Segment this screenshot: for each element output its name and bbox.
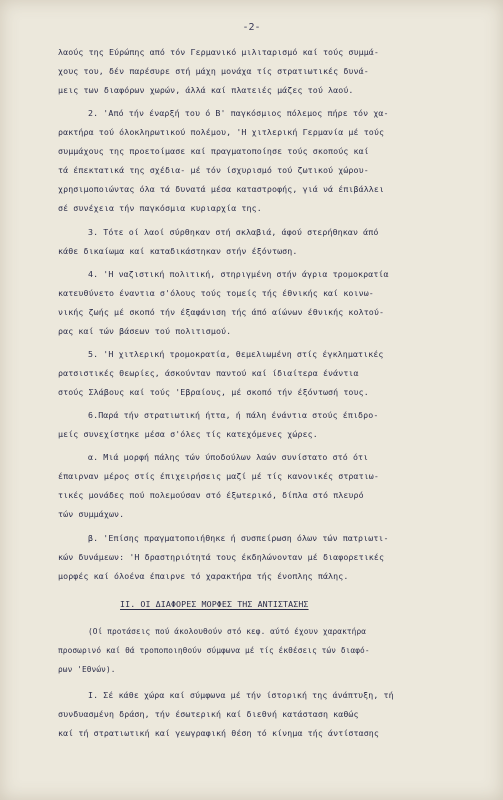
text-line: στούς Σλάβους καί τούς 'Εβραίους, μέ σκοπό τήν έξόντωσή τους.: [58, 387, 369, 397]
paragraph-i-line: I. Σέ κάθε χώρα καί σύμφωνα μέ τήν ίστορική της άνάπτυξη, τή: [88, 690, 394, 700]
text-line: κών δυνάμεων: 'Η δραστηριότητά τους έκδηλώνονταν μέ διαφορετικές: [58, 552, 385, 562]
note-line: προσωρινό καί θά τροποποιηθούν σύμφωνα μέ τίς έκθέσεις τών διαφό-: [58, 646, 370, 655]
paragraph-2-line: 2. 'Από τήν έναρξή του ό Β' παγκόσμιος πόλεμος πήρε τόν χα-: [88, 108, 389, 118]
text-line: έπαιρναν μέρος στίς έπιχειρήσεις μαζί μέ τίς κανονικές στρατιω-: [58, 471, 379, 481]
note-line: (Οί προτάσεις πού άκολουθούν στό κεφ. αύτό έχουν χαρακτήρα: [88, 627, 367, 636]
paragraph-b-line: β. 'Επίσης πραγματοποιήθηκε ή συσπείρωση όλων τών πατριωτι-: [88, 533, 389, 543]
text-line: συνδυασμένη δράση, τήν έσωτερική καί διεθνή κατάσταση καθώς: [58, 709, 359, 719]
page-number: -2-: [242, 22, 261, 33]
section-heading: II. ΟΙ ΔΙΑΦΟΡΕΣ ΜΟΡΦΕΣ ΤΗΣ ΑΝΤΙΣΤΑΣΗΣ: [120, 599, 309, 609]
paragraph-5-line: 5. 'Η χιτλερική τρομοκρατία, θεμελιωμένη στίς έγκληματικές: [88, 349, 384, 359]
text-line: κάθε δικαίωμα καί καταδικάστηκαν στήν έξόντωση.: [58, 246, 298, 256]
paragraph-4-line: 4. 'Η ναζιστική πολιτική, στηριγμένη στήν άγρια τρομοκρατία: [88, 269, 389, 279]
text-line: ρατσιστικές θεωρίες, άσκούνταν παντού καί ίδιαίτερα ένάντια: [58, 368, 359, 378]
text-line: τικές μονάδες πού πολεμούσαν στό έξωτερικό, δίπλα στό πλευρό: [58, 490, 364, 500]
text-line: μορφές καί όλοένα έπαιρνε τό χαρακτήρα τής ένοπλης πάλης.: [58, 571, 349, 581]
text-line: ρακτήρα τού όλοκληρωτικού πολέμου, 'Η χιτλερική Γερμανία μέ τούς: [58, 127, 385, 137]
text-line: τά έπεκτατικά της σχέδια- μέ τόν ίσχυρισμό τού ζωτικού χώρου-: [58, 165, 369, 175]
text-line: καί τή στρατιωτική καί γεωγραφική θέση τό κίνημα τής άντίστασης: [58, 728, 379, 738]
text-line: μείς συνεχίστηκε μέσα σ'όλες τίς κατεχόμενες χώρες.: [58, 429, 318, 439]
paragraph-3-line: 3. Τότε οί λαοί σύρθηκαν στή σκλαβιά, άφού στερήθηκαν άπό: [88, 227, 379, 237]
text-line: συμμάχους της προετοίμασε καί πραγματοποίησε τούς σκοπούς καί: [58, 146, 369, 156]
text-line: χρησιμοποιώντας όλα τά δυνατά μέσα καταστροφής, γιά νά έπιβάλλει: [58, 184, 385, 194]
text-line: κατευθύνετο έναντια σ'όλους τούς τομείς τής έθνικής καί κοινω-: [58, 288, 374, 298]
paragraph-6-line: 6.Παρά τήν στρατιωτική ήττα, ή πάλη ένάντια στούς έπιδρο-: [88, 410, 379, 420]
text-line: μεις των διαφόρων χωρών, άλλά καί πλατειές μάζες τού λαού.: [58, 85, 354, 95]
text-line: τών συμμάχων.: [58, 509, 125, 519]
paragraph-a-line: α. Μιά μορφή πάλης τών ύποδούλων λαών συνίστατο στό ότι: [88, 452, 369, 462]
text-line: χους του, δέν παρέσυρε στή μάχη μονάχα τίς στρατιωτικές δυνά-: [58, 66, 369, 76]
text-line: σέ συνέχεια τήν παγκόσμια κυριαρχία της.: [58, 203, 262, 213]
note-line: ρων 'Εθνών).: [58, 665, 116, 674]
text-line: ρας καί τών βάσεων τού πολιτισμού.: [58, 326, 232, 336]
text-line: λαούς της Εύρώπης από τόν Γερμανικό μιλιταρισμό καί τούς συμμά-: [58, 47, 379, 57]
text-line: νικής ζωής μέ σκοπό τήν έξαφάνιση τής άπό αίώνων έθνικής κολτού-: [58, 307, 385, 317]
